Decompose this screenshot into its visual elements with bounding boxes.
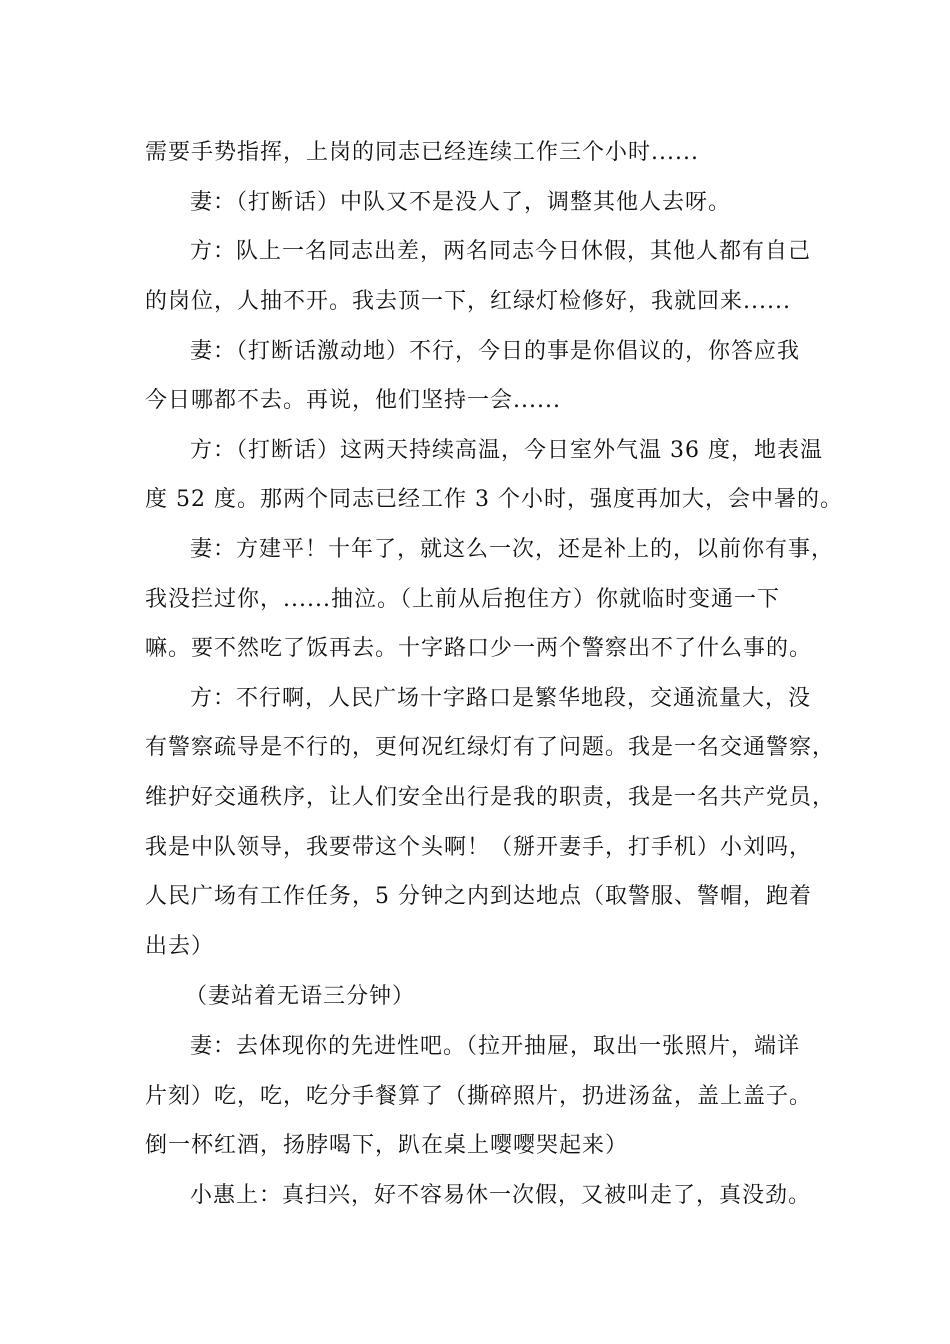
text-line: 有警察疏导是不行的，更何况红绿灯有了问题。我是一名交通警察，	[145, 735, 836, 760]
text-line: 妻：（打断话激动地）不行，今日的事是你倡议的，你答应我	[190, 339, 801, 364]
text-line: 妻：（打断话）中队又不是没人了，调整其他人去呀。	[190, 190, 732, 215]
text-line: 人民广场有工作任务，5 分钟之内到达地点（取警服、警帽，跑着	[145, 884, 812, 909]
text-line: 我是中队领导，我要带这个头啊！（掰开妻手，打手机）小刘吗，	[145, 835, 813, 860]
text-line: 维护好交通秩序，让人们安全出行是我的职责，我是一名共产党员，	[145, 785, 836, 810]
text-line: 方：队上一名同志出差，两名同志今日休假，其他人都有自己	[190, 239, 812, 264]
text-line: 我没拦过你，......抽泣。（上前从后抱住方）你就临时变通一下	[145, 587, 780, 612]
text-line: 妻：方建平！十年了，就这么一次，还是补上的，以前你有事，	[190, 537, 835, 562]
text-line: 小惠上：真扫兴，好不容易休一次假，又被叫走了，真没劲。	[190, 1183, 812, 1208]
text-line: 方：（打断话）这两天持续高温，今日室外气温 36 度，地表温	[190, 438, 823, 463]
stage-direction: （妻站着无语三分钟）	[185, 984, 416, 1009]
text-line: 出去）	[145, 934, 215, 959]
text-line: 度 52 度。那两个同志已经工作 3 个小时，强度再加大，会中暑的。	[145, 487, 843, 512]
text-line: 的岗位，人抽不开。我去顶一下，红绿灯检修好，我就回来......	[145, 289, 791, 314]
text-line: 需要手势指挥，上岗的同志已经连续工作三个小时......	[145, 140, 699, 165]
text-line: 妻：去体现你的先进性吧。（拉开抽屉，取出一张照片，端详	[190, 1034, 801, 1059]
text-line: 倒一杯红酒，扬脖喝下，趴在桌上嘤嘤哭起来）	[145, 1133, 629, 1158]
text-line: 今日哪都不去。再说，他们坚持一会......	[145, 388, 561, 413]
text-line: 片刻）吃，吃，吃分手餐算了（撕碎照片，扔进汤盆，盖上盖子。	[145, 1084, 813, 1109]
text-line: 方：不行啊，人民广场十字路口是繁华地段，交通流量大，没	[190, 686, 812, 711]
text-line: 嘛。要不然吃了饭再去。十字路口少一两个警察出不了什么事的。	[145, 636, 813, 661]
